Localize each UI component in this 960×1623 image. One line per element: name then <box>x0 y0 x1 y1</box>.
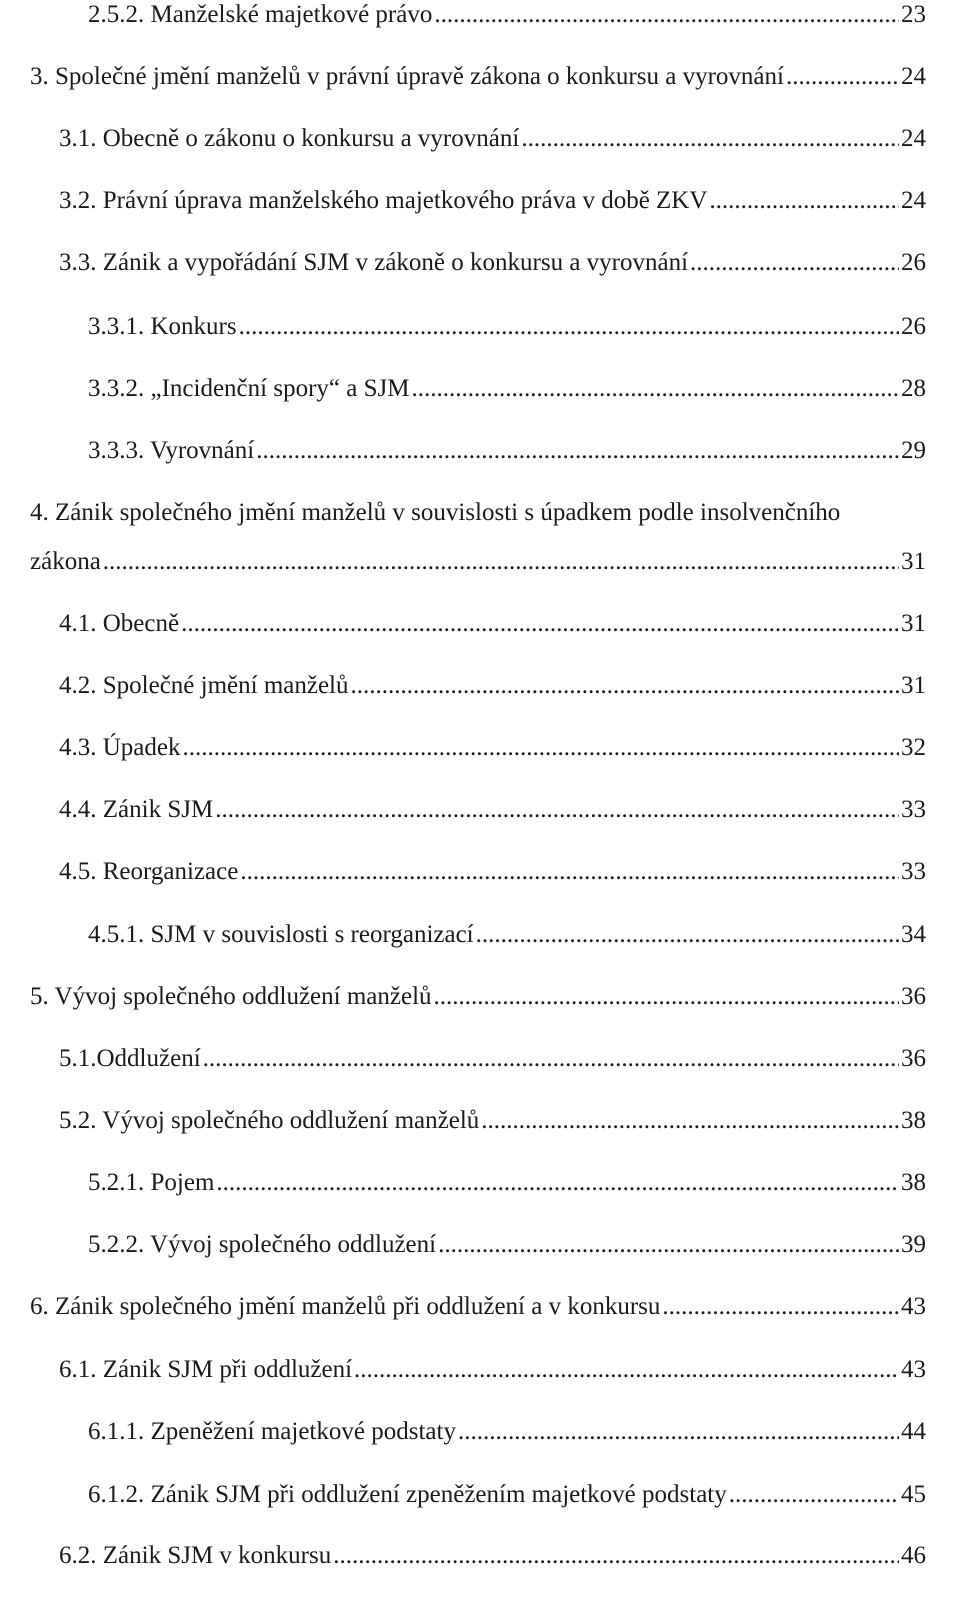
toc-entry-title: 5.2.1. Pojem <box>88 1169 215 1196</box>
toc-entry[interactable] <box>59 1541 926 1571</box>
toc-leader-dots <box>521 124 899 154</box>
toc-entry-title: 6.1.2. Zánik SJM při oddlužení zpeněžením majetkové podstaty <box>88 1481 727 1508</box>
toc-entry-title: 5. Vývoj společného oddlužení manželů <box>30 983 432 1010</box>
toc-entry-title: 6.2. Zánik SJM v konkursu <box>59 1542 332 1569</box>
toc-page-number: 26 <box>901 313 926 340</box>
toc-leader-dots <box>476 920 899 950</box>
toc-entry[interactable] <box>88 374 926 404</box>
toc-entry[interactable] <box>88 1168 926 1198</box>
toc-page-number: 44 <box>901 1418 926 1445</box>
toc-entry[interactable] <box>59 671 926 701</box>
toc-entry[interactable] <box>59 124 926 154</box>
toc-entry[interactable] <box>88 920 926 950</box>
toc-page-number: 31 <box>901 672 926 699</box>
toc-entry-title: 3.3.1. Konkurs <box>88 313 237 340</box>
toc-leader-dots <box>438 1230 899 1260</box>
toc-entry-title: 3.1. Obecně o zákonu o konkursu a vyrovnání <box>59 125 520 152</box>
toc-page-number: 32 <box>901 734 926 761</box>
toc-entry[interactable] <box>30 1292 926 1322</box>
toc-page-number: 28 <box>901 375 926 402</box>
toc-entry[interactable] <box>59 248 926 278</box>
toc-page-number: 36 <box>901 983 926 1010</box>
toc-leader-dots <box>240 857 899 887</box>
toc-leader-dots <box>183 733 900 763</box>
toc-leader-dots <box>256 436 899 466</box>
toc-page-number: 38 <box>901 1107 926 1134</box>
toc-entry-title: 4.3. Úpadek <box>59 734 181 761</box>
toc-entry[interactable] <box>59 1044 926 1074</box>
toc-entry-title: 4.4. Zánik SJM <box>59 796 214 823</box>
toc-entry-title-line1[interactable]: 4. Zánik společného jmění manželů v souvislosti s úpadkem podle insolvenčního <box>30 499 841 526</box>
toc-entry-title: 6.1.1. Zpeněžení majetkové podstaty <box>88 1418 456 1445</box>
toc-entry-title: 4.1. Obecně <box>59 610 180 637</box>
toc-entry-title: 5.2.2. Vývoj společného oddlužení <box>88 1231 437 1258</box>
toc-page-number: 24 <box>901 187 926 214</box>
toc-page-number: 33 <box>901 858 926 885</box>
toc-page-number: 43 <box>901 1356 926 1383</box>
toc-entry[interactable] <box>88 1230 926 1260</box>
toc-entry-title: 6. Zánik společného jmění manželů při oddlužení a v konkursu <box>30 1293 661 1320</box>
toc-entry[interactable] <box>88 0 926 30</box>
toc-entry[interactable] <box>59 186 926 216</box>
toc-entry-title: 4.5. Reorganizace <box>59 858 239 885</box>
toc-leader-dots <box>103 547 899 577</box>
toc-page-number: 31 <box>901 610 926 637</box>
toc-entry-title: 2.5.2. Manželské majetkové právo <box>88 1 433 28</box>
toc-entry[interactable] <box>88 312 926 342</box>
toc-entry-title: 5.1.Oddlužení <box>59 1045 201 1072</box>
toc-entry[interactable] <box>88 1417 926 1447</box>
toc-leader-dots <box>729 1480 899 1510</box>
toc-leader-dots <box>481 1106 899 1136</box>
toc-entry[interactable] <box>88 1480 926 1510</box>
toc-entry-title: 3.3. Zánik a vypořádání SJM v zákoně o konkursu a vyrovnání <box>59 249 689 276</box>
toc-leader-dots <box>709 186 899 216</box>
toc-entry-title: 4.5.1. SJM v souvislosti s reorganizací <box>88 921 474 948</box>
toc-entry-title: 6.1. Zánik SJM při oddlužení <box>59 1356 353 1383</box>
toc-leader-dots <box>662 1292 899 1322</box>
toc-entry[interactable] <box>59 795 926 825</box>
toc-entry-title: 3.3.3. Vyrovnání <box>88 437 255 464</box>
toc-entry-title: 3.2. Právní úprava manželského majetkového práva v době ZKV <box>59 187 708 214</box>
toc-leader-dots <box>215 795 899 825</box>
toc-leader-dots <box>434 982 899 1012</box>
toc-leader-dots <box>181 609 899 639</box>
toc-leader-dots <box>434 0 899 30</box>
toc-entry-title: 3. Společné jmění manželů v právní úpravě zákona o konkursu a vyrovnání <box>30 63 784 90</box>
toc-entry-title: 3.3.2. „Incidenční spory“ a SJM <box>88 375 410 402</box>
toc-leader-dots <box>458 1417 899 1447</box>
toc-page-number: 24 <box>901 63 926 90</box>
toc-entry[interactable] <box>30 547 926 577</box>
toc-leader-dots <box>354 1355 899 1385</box>
toc-entry[interactable] <box>59 857 926 887</box>
toc-page-number: 24 <box>901 125 926 152</box>
toc-page-number: 29 <box>901 437 926 464</box>
toc-leader-dots <box>203 1044 899 1074</box>
toc-entry[interactable] <box>59 733 926 763</box>
toc-page-number: 39 <box>901 1231 926 1258</box>
toc-page-number: 36 <box>901 1045 926 1072</box>
toc-page-number: 38 <box>901 1169 926 1196</box>
toc-page-number: 43 <box>901 1293 926 1320</box>
toc-page-number: 23 <box>901 1 926 28</box>
toc-page-number: 45 <box>901 1481 926 1508</box>
toc-entry-title: 4.2. Společné jmění manželů <box>59 672 349 699</box>
toc-leader-dots <box>333 1541 899 1571</box>
toc-page-number: 26 <box>901 249 926 276</box>
toc-page-number: 31 <box>901 548 926 575</box>
toc-entry[interactable] <box>30 982 926 1012</box>
toc-entry-title: 5.2. Vývoj společného oddlužení manželů <box>59 1107 480 1134</box>
toc-leader-dots <box>351 671 899 701</box>
toc-leader-dots <box>690 248 899 278</box>
toc-leader-dots <box>239 312 899 342</box>
toc-page-number: 33 <box>901 796 926 823</box>
toc-page-number: 46 <box>901 1542 926 1569</box>
toc-leader-dots <box>786 62 899 92</box>
toc-entry[interactable] <box>59 1106 926 1136</box>
toc-entry[interactable] <box>88 436 926 466</box>
toc-entry[interactable] <box>30 62 926 92</box>
toc-page-number: 34 <box>901 921 926 948</box>
toc-leader-dots <box>216 1168 899 1198</box>
toc-entry-title: zákona <box>30 548 101 575</box>
toc-entry[interactable] <box>59 1355 926 1385</box>
toc-entry[interactable] <box>59 609 926 639</box>
toc-leader-dots <box>411 374 899 404</box>
